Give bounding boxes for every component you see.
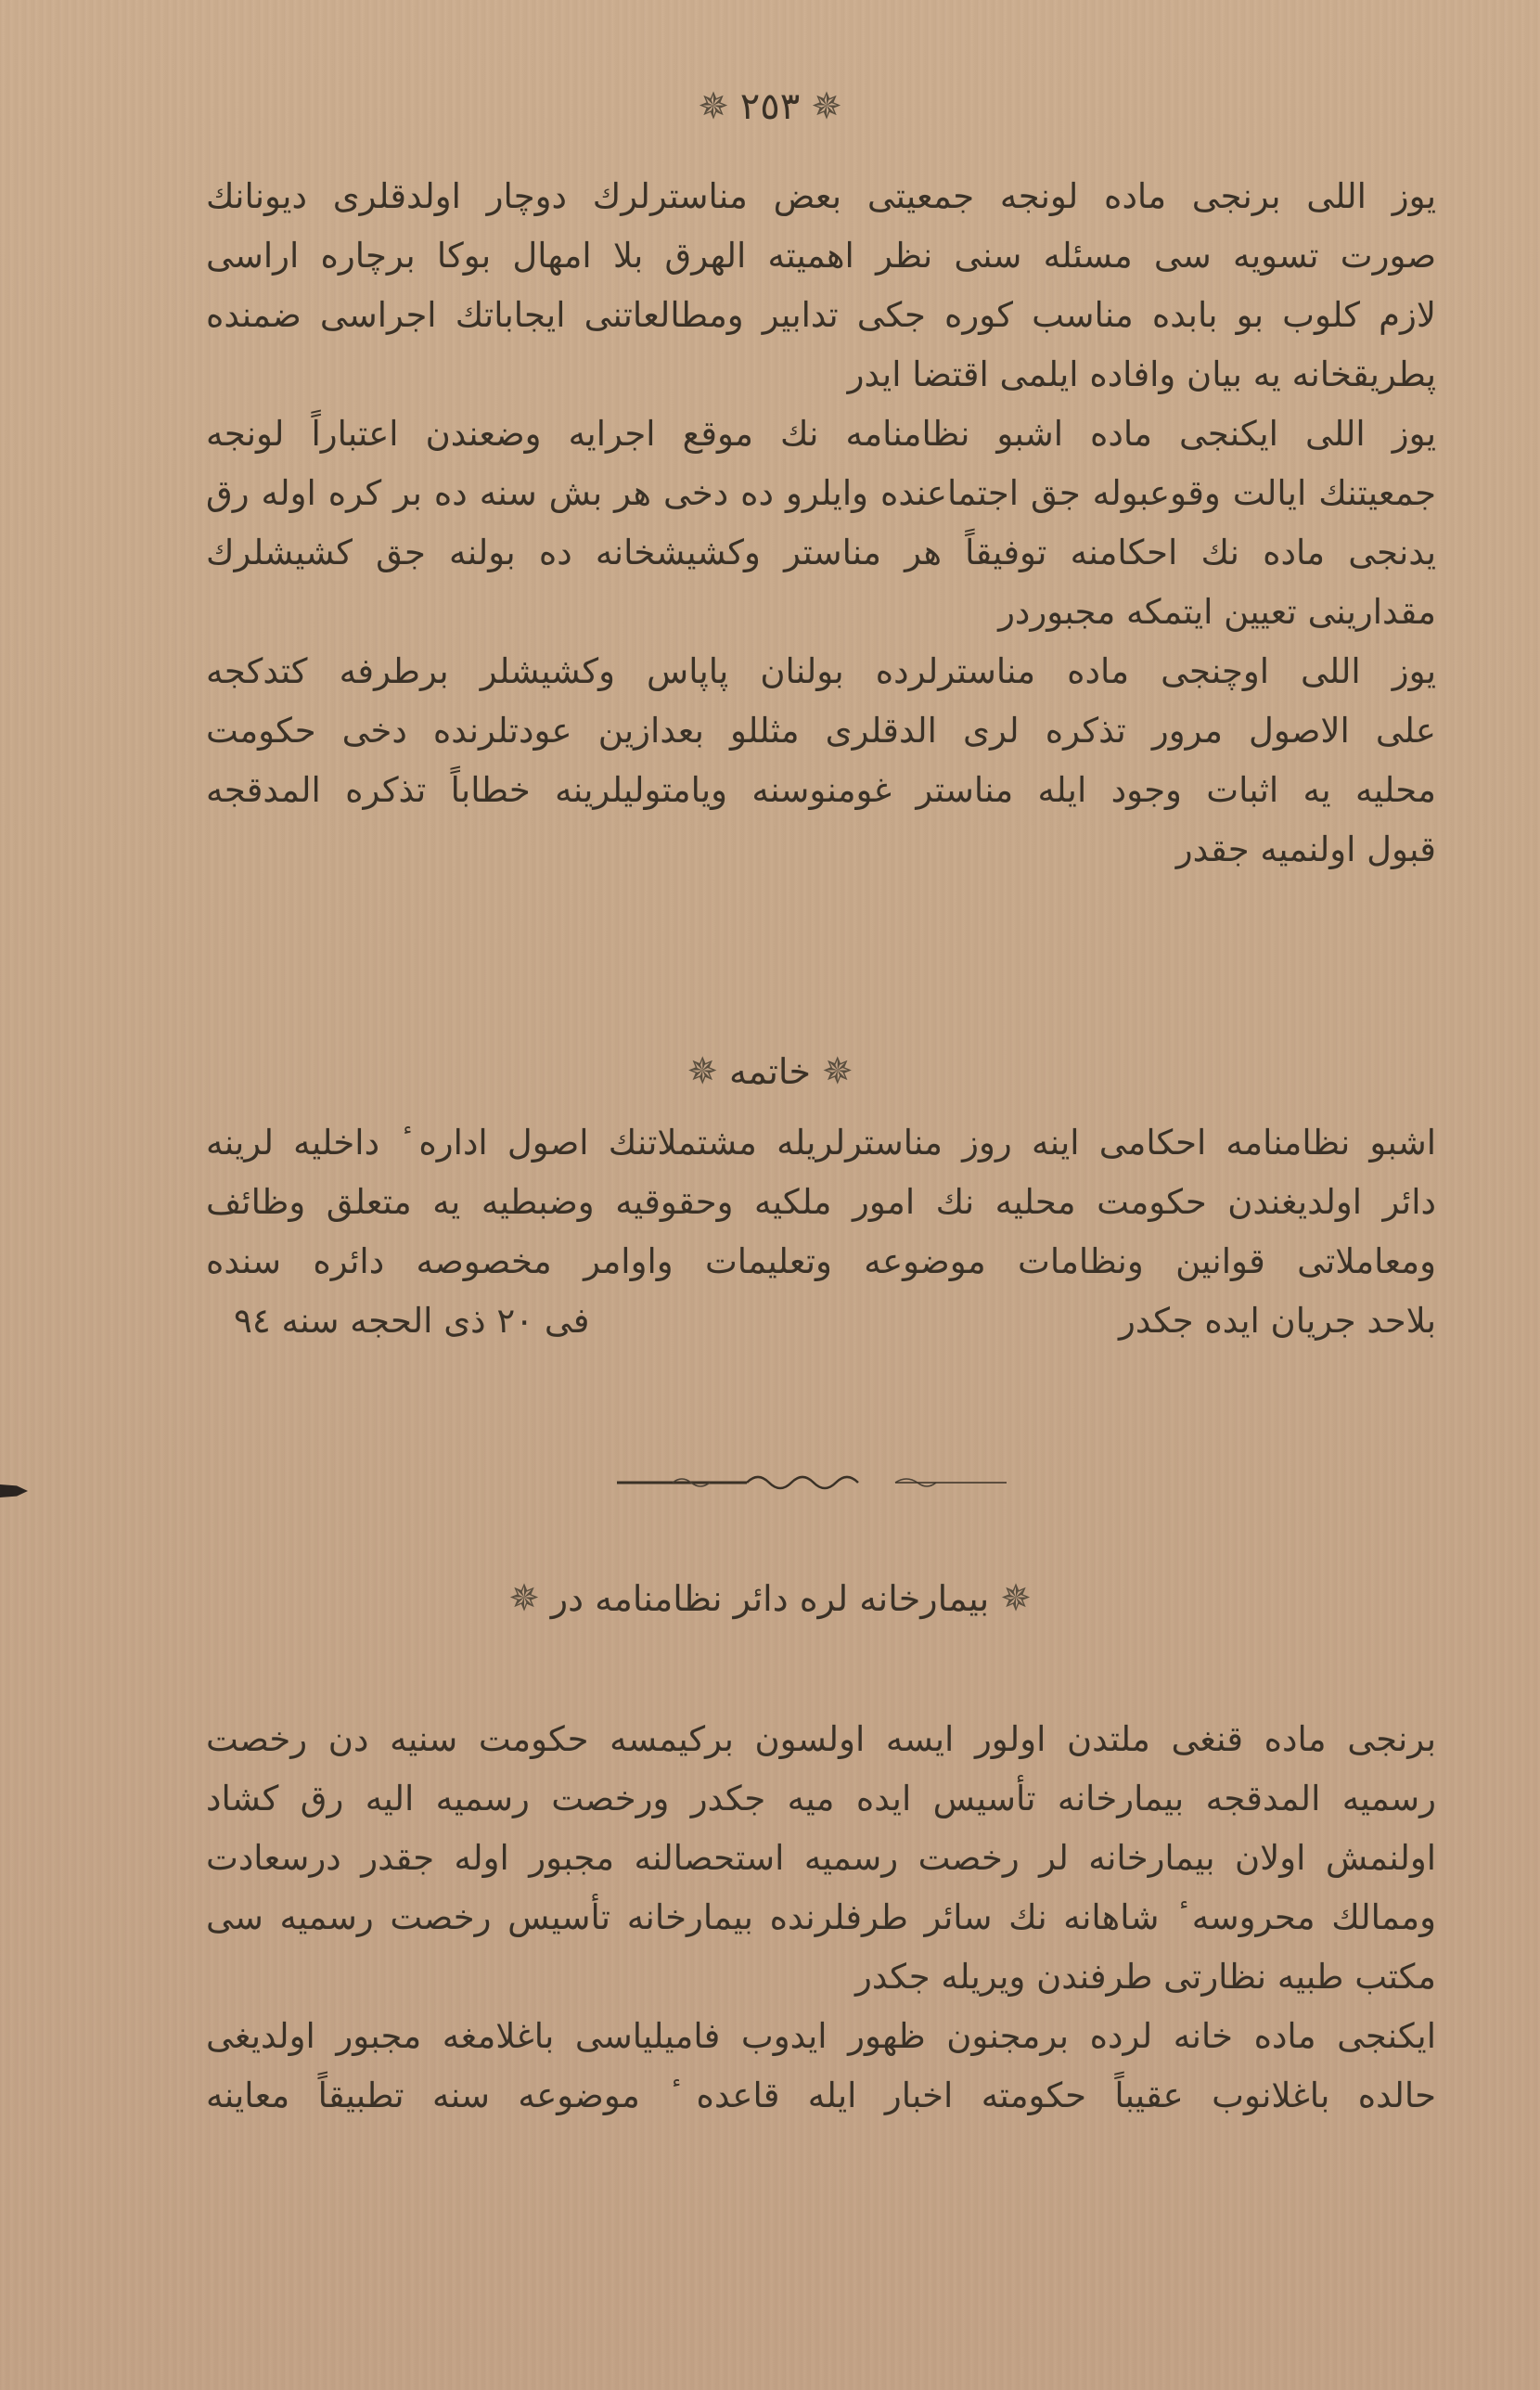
flower-ornament-icon: ✵ bbox=[811, 85, 842, 128]
flower-ornament-icon: ✵ bbox=[822, 1050, 853, 1093]
flower-ornament-icon: ✵ bbox=[687, 1050, 718, 1093]
flower-ornament-icon: ✵ bbox=[698, 85, 729, 128]
margin-pointer-mark bbox=[0, 1484, 28, 1497]
section1-text bbox=[206, 167, 1436, 880]
text-line: قبول اولنميه جقدر bbox=[1175, 829, 1436, 869]
text-line: جمعيتنك ايالت وقوعبوله جق اجتماعنده وايلرو ده دخى هر بش سنه ده بر كره اوله رق bbox=[206, 473, 1436, 513]
text-line: يدنجى ماده نك احكامنه توفيقاً هر مناستر وكشيشخانه ده بولنه جق كشيشلرك bbox=[206, 533, 1436, 572]
text-line: صورت تسويه سى مسئله سنى نظر اهميته الهرق بلا امهال بوكا برچاره اراسى bbox=[206, 236, 1436, 276]
flower-ornament-icon: ✵ bbox=[508, 1577, 540, 1620]
text-line: بلاحد جريان ايده جكدر bbox=[1119, 1301, 1436, 1341]
text-line: برنجى ماده قنغى ملتدن اولور ايسه اولسون بركيمسه حكومت سنيه دن رخصت bbox=[206, 1719, 1436, 1759]
text-line: پطريقخانه يه بيان وافاده ايلمى اقتضا ايدر bbox=[847, 354, 1436, 394]
text-line: رسميه المدقجه بيمارخانه تأسيس ايده ميه جكدر ورخصت رسميه اليه رق كشاد bbox=[206, 1779, 1436, 1818]
text-line: مقدارينى تعيين ايتمكه مجبوردر bbox=[998, 592, 1436, 632]
conclusion-title: خاتمه bbox=[729, 1051, 811, 1092]
section2-title: بيمارخانه لره دائر نظامنامه در bbox=[550, 1578, 990, 1619]
text-line: حالده باغلانوب عقيباً حكومته اخبار ايله قاعده ٔ موضوعه سنه تطبيقاً معاينه bbox=[206, 2075, 1436, 2115]
text-line: دائر اولديغندن حكومت محليه نك امور ملكيه وحقوقيه وضبطيه يه متعلق وظائف bbox=[206, 1182, 1436, 1222]
text-line: مكتب طبيه نظارتى طرفندن ويريله جكدر bbox=[855, 1957, 1436, 1997]
text-line: يوز اللى اوچنجى ماده مناسترلرده بولنان پاپاس وكشيشلر برطرفه كتدكجه bbox=[206, 651, 1436, 691]
section2-heading bbox=[0, 1577, 1540, 1620]
text-line: اولنمش اولان بيمارخانه لر رخصت رسميه استحصالنه مجبور اوله جقدر درسعادت bbox=[206, 1838, 1436, 1878]
conclusion-heading bbox=[0, 1050, 1540, 1093]
text-line: لازم كلوب بو بابده مناسب كوره جكى تدابير ومطالعاتنى ايجاباتك اجراسى ضمنده bbox=[206, 295, 1436, 335]
text-line: وممالك محروسه ٔ شاهانه نك سائر طرفلرنده بيمارخانه تأسيس رخصت رسميه سى bbox=[206, 1897, 1436, 1937]
text-line: يوز اللى برنجى ماده لونجه جمعيتى بعض مناسترلرك دوچار اولدقلرى ديونانك bbox=[206, 176, 1436, 216]
text-line: يوز اللى ايكنجى ماده اشبو نظامنامه نك موقع اجرايه وضعندن اعتباراً لونجه bbox=[206, 414, 1436, 454]
text-line: على الاصول مرور تذكره لرى الدقلرى مثللو بعدازين عودتلرنده دخى حكومت bbox=[206, 711, 1436, 751]
text-line: اشبو نظامنامه احكامى اينه روز مناسترلريله مشتملاتنك اصول اداره ٔ داخليه لرينه bbox=[206, 1123, 1436, 1163]
section2-text bbox=[206, 1710, 1436, 2126]
page-number: ٢٥٣ bbox=[739, 85, 801, 128]
flower-ornament-icon: ✵ bbox=[1000, 1577, 1032, 1620]
decorative-divider-icon bbox=[617, 1473, 1007, 1492]
text-line: محليه يه اثبات وجود ايله مناستر غومنوسنه ويامتوليلرينه خطاباً تذكره المدقجه bbox=[206, 770, 1436, 810]
closing-line bbox=[206, 1291, 1436, 1351]
text-line: ايكنجى ماده خانه لرده برمجنون ظهور ايدوب فاميلياسى باغلامغه مجبور اولديغى bbox=[206, 2016, 1436, 2056]
date-stamp: فى ٢٠ ذى الحجه سنه ٩٤ bbox=[234, 1301, 590, 1341]
conclusion-text bbox=[206, 1113, 1436, 1351]
text-line: ومعاملاتى قوانين ونظامات موضوعه وتعليمات واوامر مخصوصه دائره سنده bbox=[206, 1241, 1436, 1281]
page-number-header bbox=[0, 85, 1540, 128]
